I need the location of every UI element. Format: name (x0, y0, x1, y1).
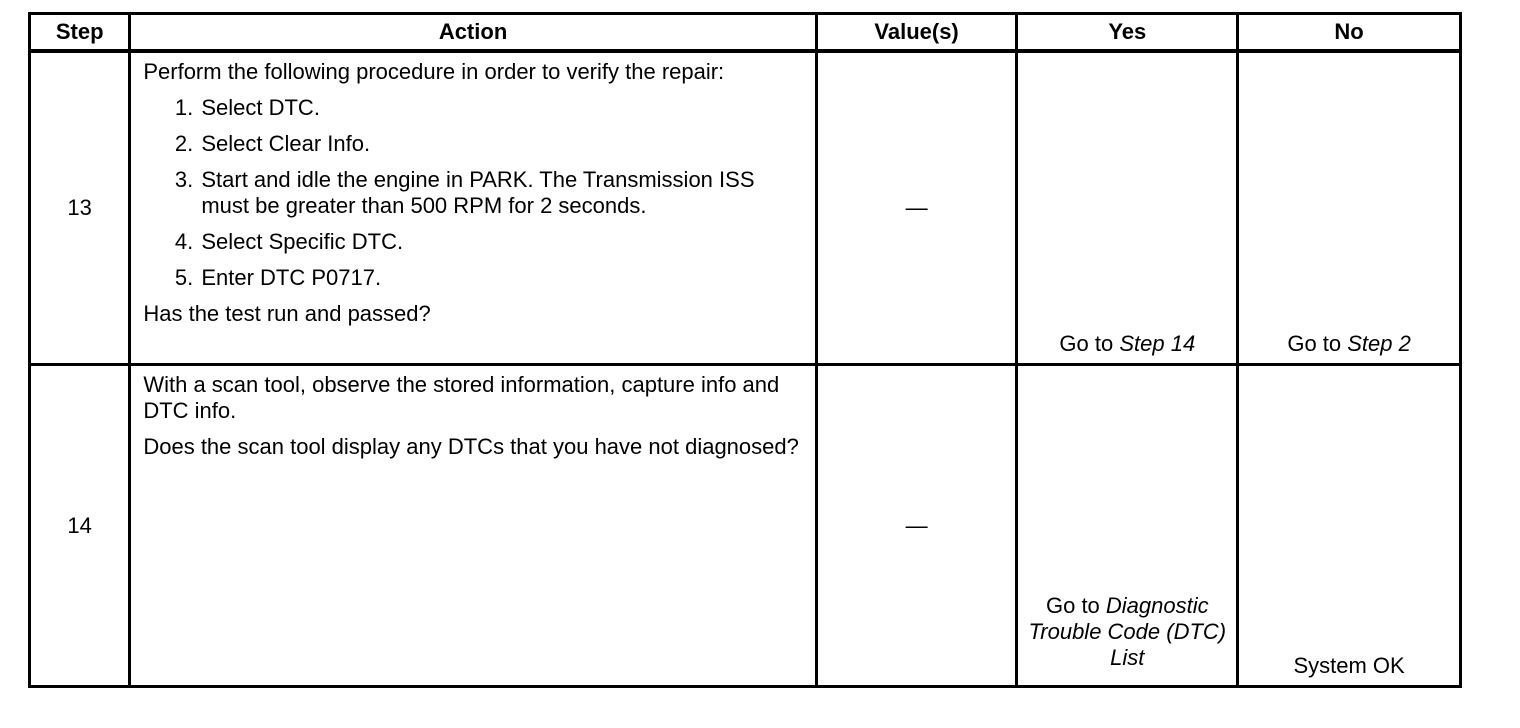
header-row (30, 14, 1461, 52)
yes-cell (1017, 365, 1238, 687)
diagnostic-table (28, 12, 1462, 688)
header-no: No (1238, 14, 1461, 52)
no-cell (1238, 365, 1461, 687)
procedure-step: 4. Select Specific DTC. (199, 229, 804, 255)
no-prefix: Go to (1287, 331, 1348, 356)
header-step: Step (30, 14, 130, 52)
procedure-list (143, 95, 804, 291)
yes-cell (1017, 51, 1238, 365)
no-text: System OK (1293, 653, 1405, 678)
value-text: — (905, 512, 928, 538)
no-target-link[interactable]: Step 2 (1347, 331, 1411, 356)
procedure-step: 5. Enter DTC P0717. (199, 265, 804, 291)
action-cell (130, 365, 816, 687)
header-yes: Yes (1017, 14, 1238, 52)
value-text: — (905, 195, 928, 220)
table-row (30, 51, 1461, 365)
action-intro: Perform the following procedure in order to verify the repair: (143, 59, 725, 84)
yes-prefix: Go to (1045, 593, 1106, 618)
no-cell (1238, 51, 1461, 365)
action-question: Has the test run and passed? (143, 301, 431, 326)
header-action: Action (130, 14, 816, 52)
action-cell (130, 51, 816, 365)
value-cell (816, 365, 1017, 687)
yes-target-link[interactable]: Diagnostic Trouble Code (DTC) List (1028, 593, 1227, 670)
procedure-step: 1. Select DTC. (199, 95, 804, 121)
procedure-step: 2. Select Clear Info. (199, 131, 804, 157)
table-row (30, 365, 1461, 687)
step-number: 13 (30, 51, 130, 365)
step-number: 14 (30, 365, 130, 687)
header-values: Value(s) (816, 14, 1017, 52)
yes-prefix: Go to (1059, 331, 1120, 356)
action-intro: With a scan tool, observe the stored information, capture info and DTC info. (143, 372, 780, 423)
value-cell (816, 51, 1017, 365)
yes-target-link[interactable]: Step 14 (1119, 331, 1196, 356)
action-question: Does the scan tool display any DTCs that you have not diagnosed? (143, 434, 799, 459)
procedure-step: 3. Start and idle the engine in PARK. The Transmission ISS must be greater than 500 RPM for 2 seconds. (199, 167, 804, 219)
